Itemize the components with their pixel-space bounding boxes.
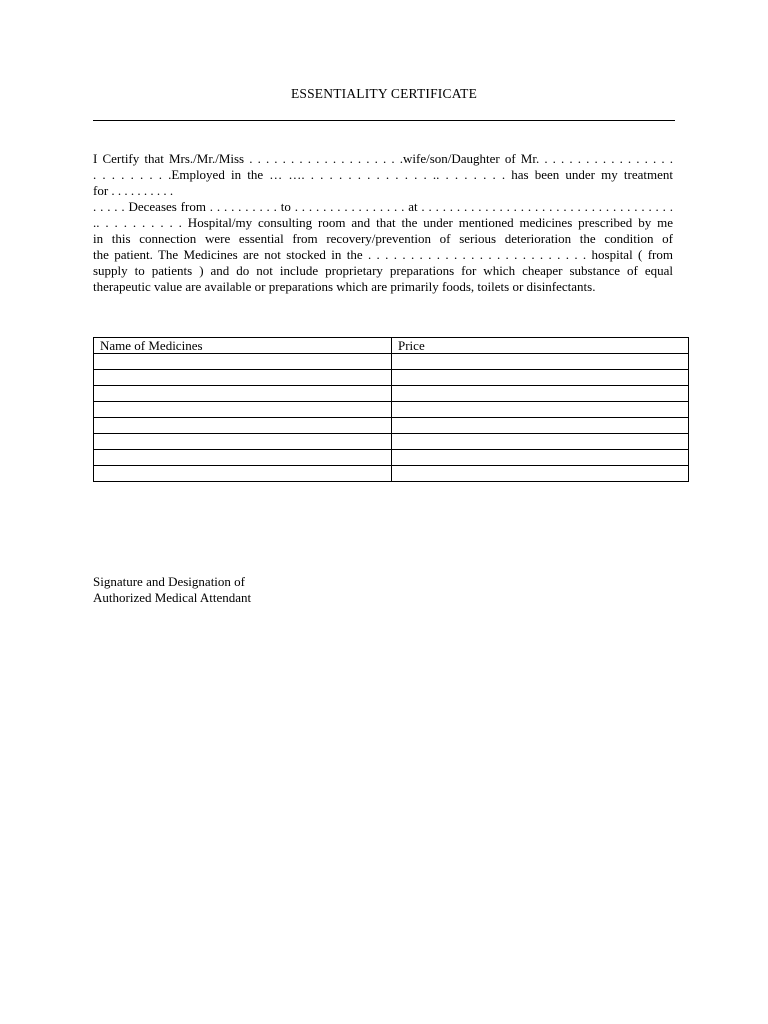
body-line-3: for . . . . . . . . . . bbox=[93, 183, 174, 198]
medicine-name-cell[interactable] bbox=[94, 386, 392, 402]
price-cell[interactable] bbox=[392, 402, 689, 418]
body-line-6: in this connection were essential from recovery/prevention of serious deterioration the condition of bbox=[93, 231, 673, 246]
table-row bbox=[94, 370, 689, 386]
price-cell[interactable] bbox=[392, 370, 689, 386]
certificate-title: ESSENTIALITY CERTIFICATE bbox=[290, 86, 478, 101]
body-line-8: supply to patients ) and do not include proprietary preparations for which cheaper substance of equal bbox=[93, 263, 673, 278]
body-line-2: . . . . . . . . .Employed in the … …. . . . . . . . . . . . . . .. . . . . . . . has been under my treatment bbox=[93, 167, 673, 182]
medicine-name-cell[interactable] bbox=[94, 434, 392, 450]
table-row bbox=[94, 402, 689, 418]
price-cell[interactable] bbox=[392, 434, 689, 450]
certificate-body bbox=[93, 151, 673, 295]
price-cell[interactable] bbox=[392, 466, 689, 482]
signature-line-2: Authorized Medical Attendant bbox=[93, 590, 252, 605]
signature-block bbox=[93, 574, 251, 606]
table-row bbox=[94, 386, 689, 402]
title-underline bbox=[93, 120, 675, 121]
body-line-5: .. . . . . . . . . . Hospital/my consulting room and that the under mentioned medicines prescribed by me bbox=[93, 215, 673, 230]
table-row bbox=[94, 434, 689, 450]
table-row bbox=[94, 450, 689, 466]
table-row bbox=[94, 466, 689, 482]
signature-line-1: Signature and Designation of bbox=[93, 574, 245, 589]
table-row bbox=[94, 354, 689, 370]
medicine-name-cell[interactable] bbox=[94, 418, 392, 434]
table-header-row bbox=[94, 338, 689, 354]
body-line-9: therapeutic value are available or preparations which are primarily foods, toilets or disinfectants. bbox=[93, 279, 596, 294]
header-price: Price bbox=[392, 338, 689, 354]
price-cell[interactable] bbox=[392, 418, 689, 434]
header-name-of-medicines: Name of Medicines bbox=[94, 338, 392, 354]
medicine-name-cell[interactable] bbox=[94, 450, 392, 466]
medicine-name-cell[interactable] bbox=[94, 370, 392, 386]
table-row bbox=[94, 418, 689, 434]
price-cell[interactable] bbox=[392, 354, 689, 370]
body-line-7: the patient. The Medicines are not stocked in the . . . . . . . . . . . . . . . . . . . . . . . . . . hospital ( from bbox=[93, 247, 673, 262]
body-line-4: . . . . . Deceases from . . . . . . . . . . to . . . . . . . . . . . . . . . . at . . . . . . . . . . . . . . . . . . . . . . . . . . . . . . . . . . . . bbox=[93, 199, 673, 214]
price-cell[interactable] bbox=[392, 386, 689, 402]
medicine-name-cell[interactable] bbox=[94, 402, 392, 418]
body-line-1: I Certify that Mrs./Mr./Miss . . . . . . . . . . . . . . . . . . .wife/son/Daughter of Mr. . . . . . . . . . . . . . . . . bbox=[93, 151, 673, 166]
price-cell[interactable] bbox=[392, 450, 689, 466]
medicine-name-cell[interactable] bbox=[94, 354, 392, 370]
medicine-name-cell[interactable] bbox=[94, 466, 392, 482]
medicines-table bbox=[93, 337, 689, 482]
